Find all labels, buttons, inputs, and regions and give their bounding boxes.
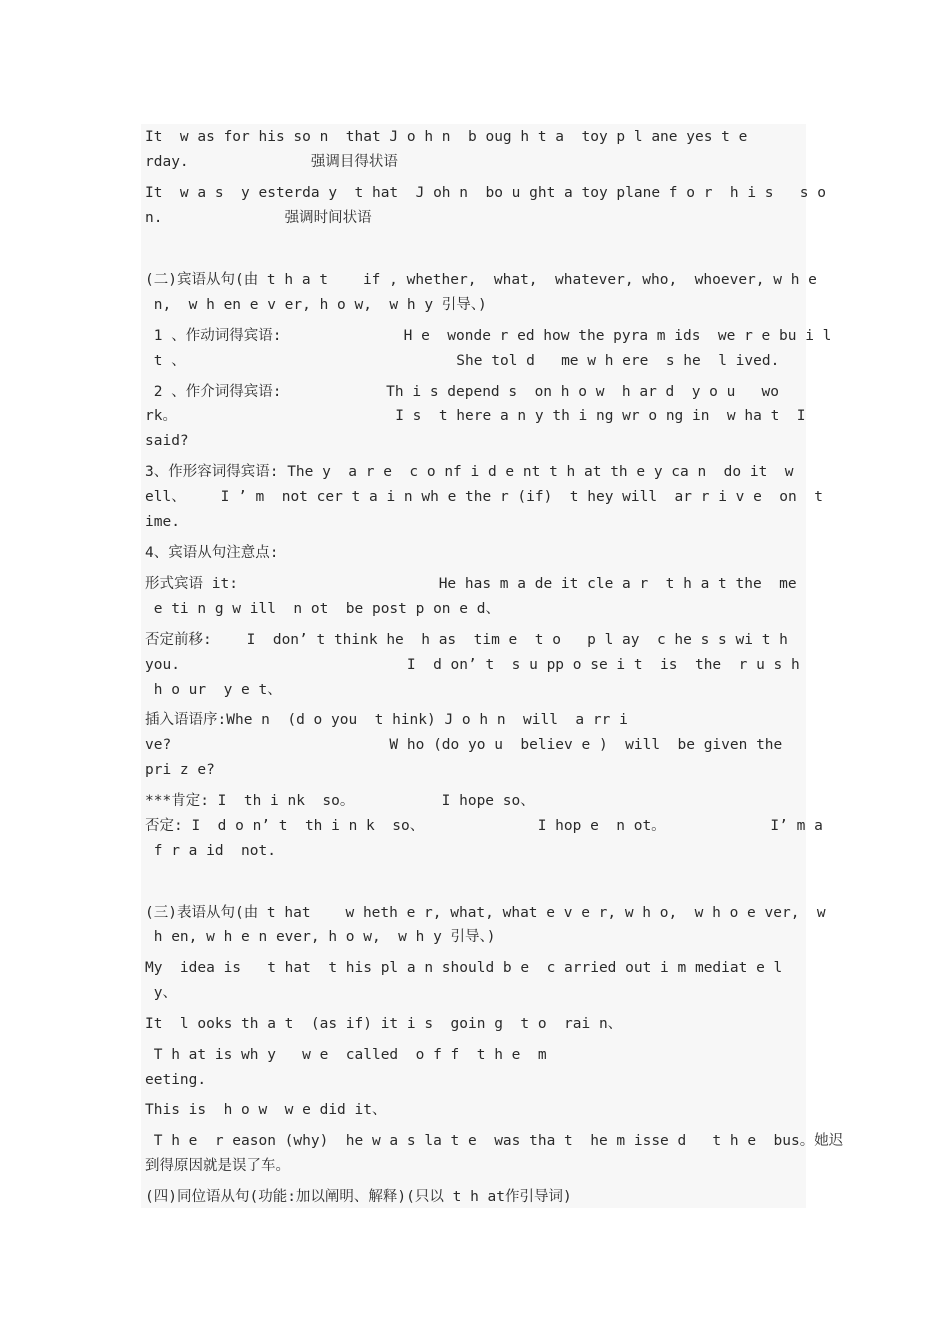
text-line: It w as for his so n that J o h n b oug h t a toy p l ane yes t e (145, 129, 748, 145)
text-line: 2 、作介词得宾语: Th i s depend s on h o w h ar d y o u wo (145, 384, 780, 400)
text-line: ime. (145, 514, 180, 530)
text-line: 1 、作动词得宾语: H e wonde r ed how the pyra m ids we r e bu i l (145, 328, 832, 344)
text-line: t 、 She tol d me w h ere s he l ived. (145, 353, 780, 369)
text-line: 插入语语序:Whe n (d o you t hink) J o h n will a rr i (145, 712, 628, 728)
text-line: n. 强调时间状语 (145, 210, 372, 226)
text-line: T h e r eason (why) he w a s la t e was tha t he m isse d t h e bus。她迟 (145, 1133, 844, 1149)
text-line: 到得原因就是误了车。 (145, 1158, 290, 1174)
text-line: y、 (145, 985, 177, 1001)
text-line: said? (145, 433, 189, 449)
text-line: e ti n g w ill n ot be post p on e d、 (145, 601, 500, 617)
text-line: ***肯定: I th i nk so。 I hope so、 (145, 793, 535, 809)
text-line: h en, w h e n ever, h o w, w h y 引导、) (145, 929, 496, 945)
text-line: 否定前移: I don’ t think he h as tim e t o p l ay c he s s wi t h (145, 632, 788, 648)
section-heading: (三)表语从句(由 t hat w heth e r, what, what e v e r, w h o, w h o e ver, w (145, 905, 826, 921)
text-line: It w a s y esterda y t hat J oh n bo u ght a toy plane f o r h i s s o (145, 185, 826, 201)
section-heading: (二)宾语从句(由 t h a t if , whether, what, whatever, who, whoever, w h e (145, 272, 817, 288)
text-line: n, w h en e v er, h o w, w h y 引导、) (145, 297, 487, 313)
section-heading: (四)同位语从句(功能:加以阐明、解释)(只以 t h at作引导词) (145, 1189, 572, 1205)
text-line: It l ooks th a t (as if) it i s goin g t o rai n、 (145, 1016, 623, 1032)
text-line: T h at is wh y w e called o f f t h e m (145, 1047, 547, 1063)
text-line: pri z e? (145, 762, 215, 778)
text-line: h o ur y e t、 (145, 682, 282, 698)
text-line: ve? W ho (do yo u believ e ) will be given the (145, 737, 783, 753)
text-line: 3、作形容词得宾语: The y a r e c o nf i d e nt t h at th e y ca n do it w (145, 464, 794, 480)
text-line: This is h o w w e did it、 (145, 1102, 387, 1118)
text-line: 4、宾语从句注意点: (145, 545, 279, 561)
text-line: ell、 I ’ m not cer t a i n wh e the r (if) t hey will ar r i v e on t (145, 489, 823, 505)
text-line: f r a id not. (145, 843, 276, 859)
text-line: rday. 强调目得状语 (145, 154, 398, 170)
text-line: rk。 I s t here a n y th i ng wr o ng in w ha t I (145, 408, 806, 424)
text-line: 形式宾语 it: He has m a de it cle a r t h a t the me (145, 576, 797, 592)
text-line: My idea is t hat t his pl a n should b e c arried out i m mediat e l (145, 960, 783, 976)
text-line: you. I d on’ t s u pp o se i t is the r u s h (145, 657, 800, 673)
text-line: 否定: I d o n’ t th i n k so、 I hop e n ot。 I’ m a (145, 818, 823, 834)
text-line: eeting. (145, 1072, 207, 1088)
